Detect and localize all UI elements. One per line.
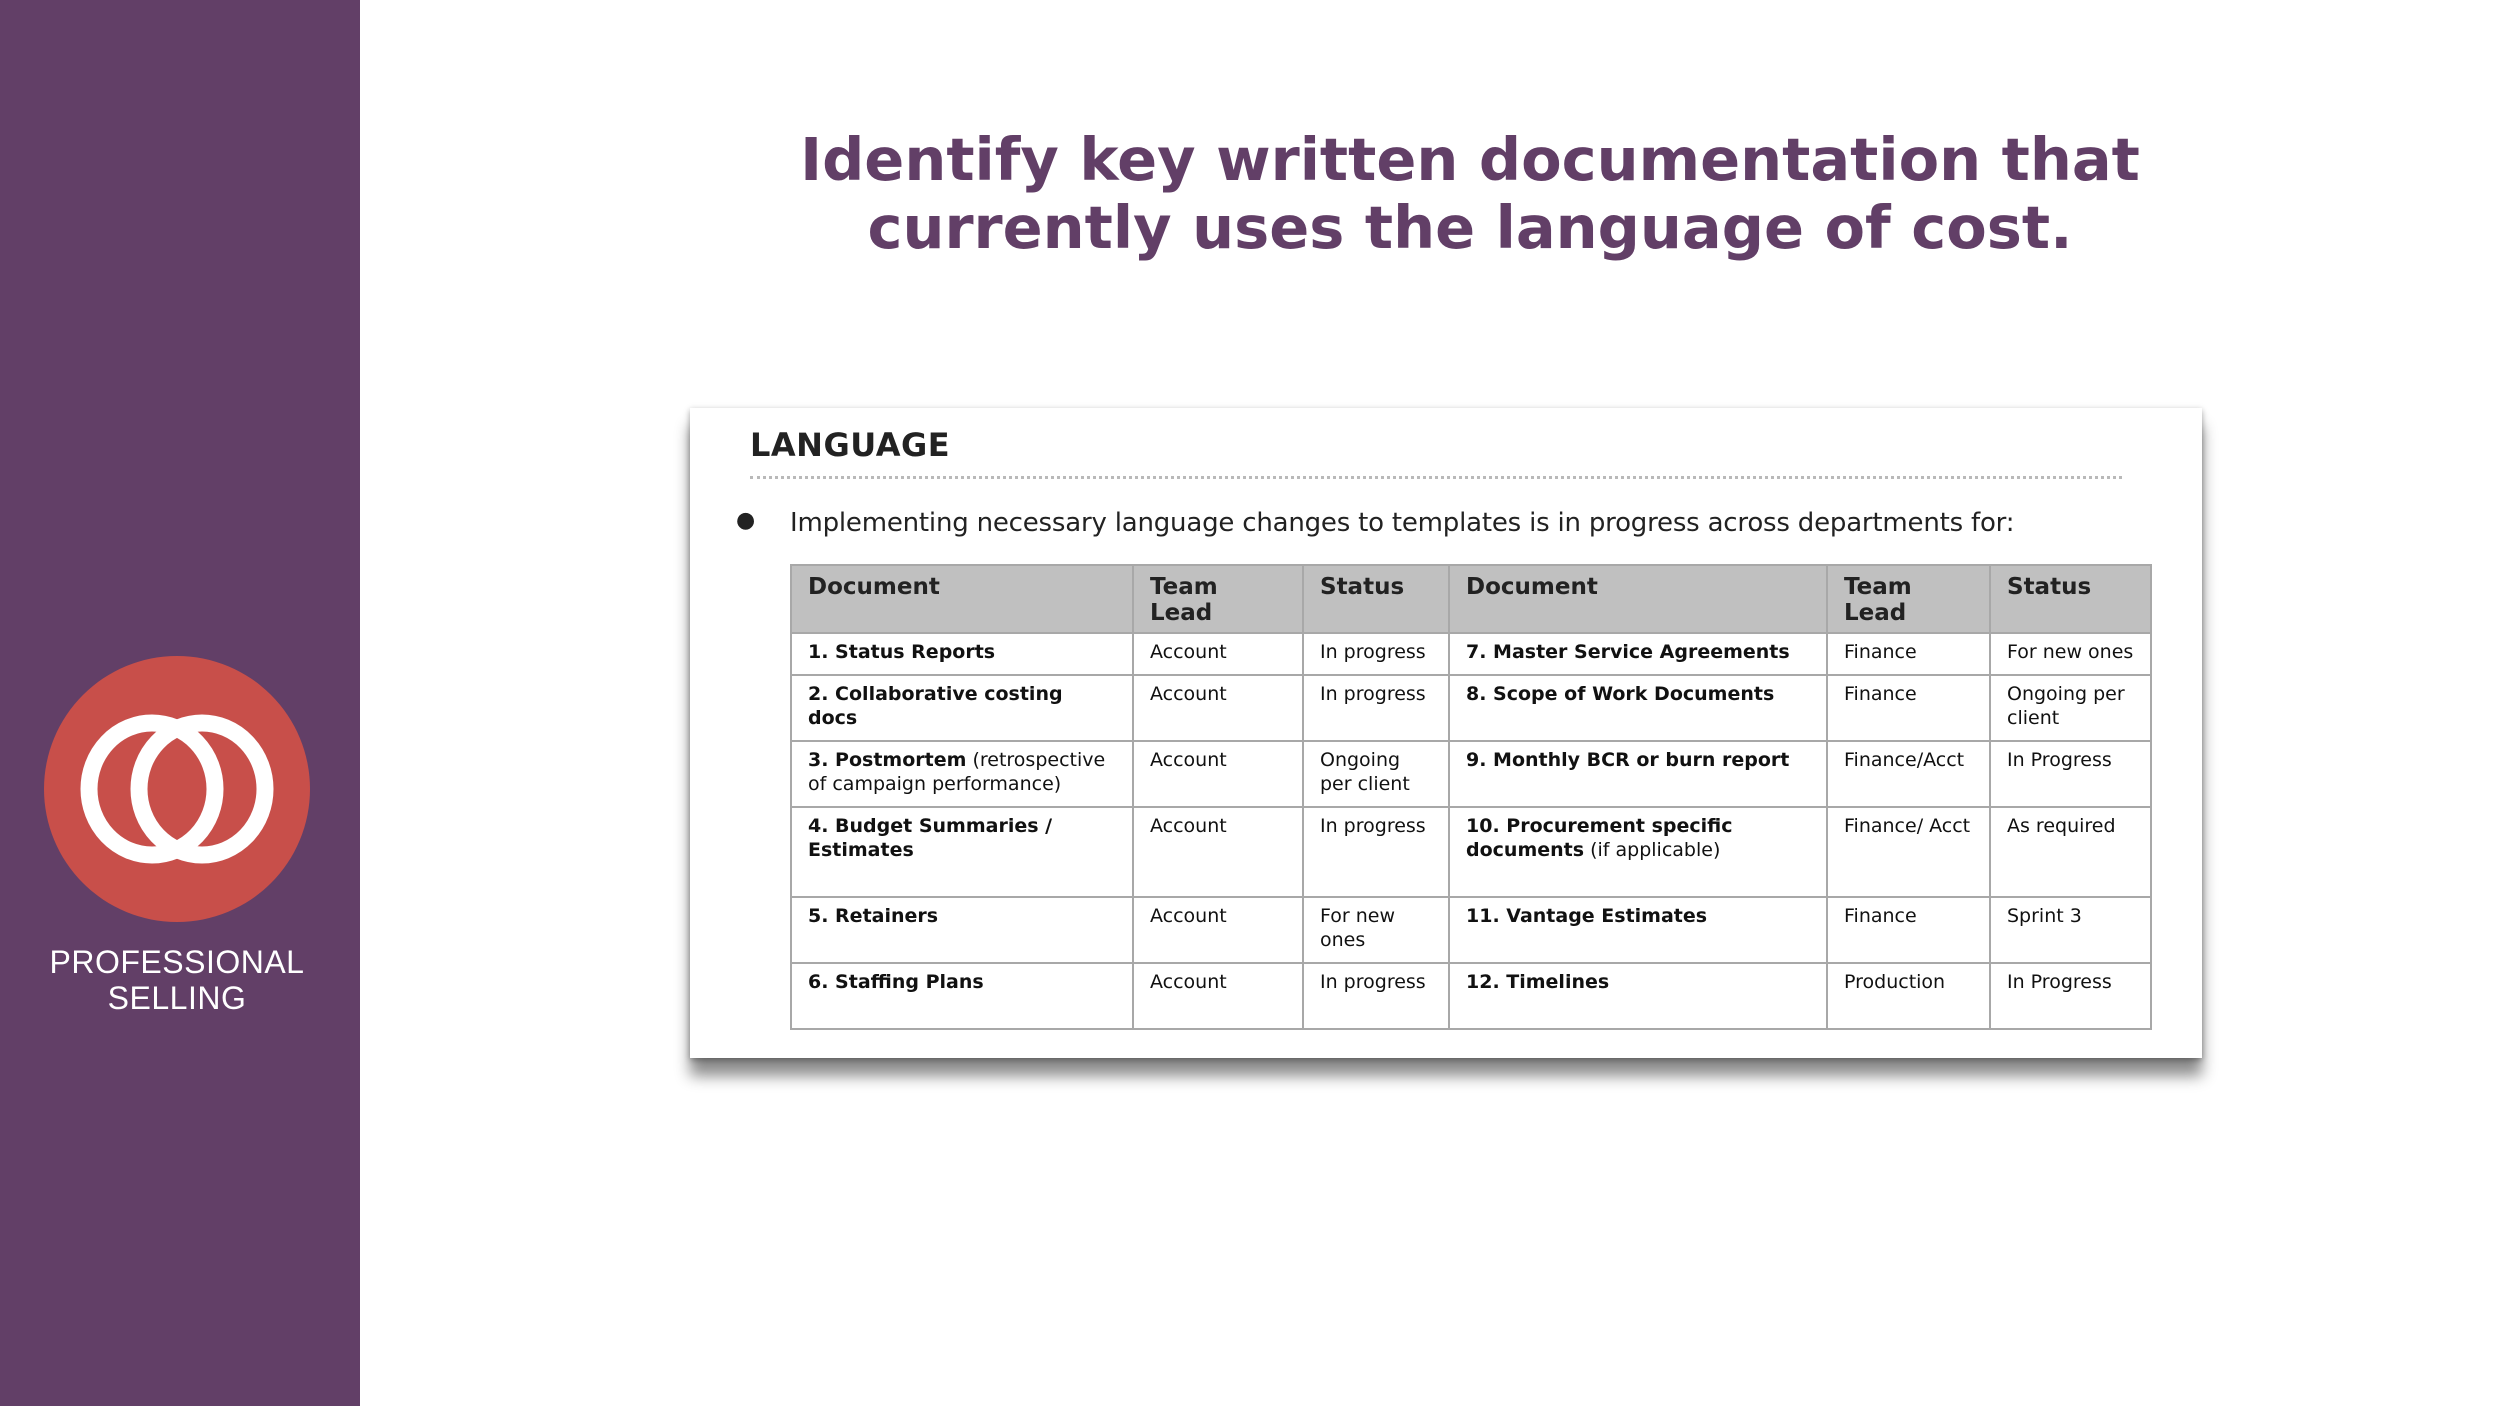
documents-table: [790, 564, 2152, 1030]
team-lead-cell: Production: [1827, 963, 1990, 1029]
document-cell: [1449, 741, 1827, 807]
dotted-divider: [750, 476, 2122, 479]
table-row: [791, 897, 2151, 963]
document-cell: [791, 741, 1133, 807]
team-lead-cell: Account: [1133, 897, 1303, 963]
header-document: Document: [791, 565, 1133, 633]
team-lead-cell: Account: [1133, 633, 1303, 675]
document-cell: [1449, 675, 1827, 741]
document-cell: [791, 897, 1133, 963]
document-title: 3. Postmortem: [808, 749, 967, 771]
team-lead-cell: Finance: [1827, 897, 1990, 963]
document-title: 11. Vantage Estimates: [1466, 905, 1708, 927]
document-cell: [1449, 633, 1827, 675]
document-title: 7. Master Service Agreements: [1466, 641, 1790, 663]
team-lead-cell: Finance/ Acct: [1827, 807, 1990, 897]
document-note: (retrospective of campaign performance): [808, 749, 1106, 795]
header-team-lead: Team Lead: [1133, 565, 1303, 633]
slide-title-line-1: Identify key written documentation that: [800, 125, 2140, 194]
section-heading: LANGUAGE: [750, 426, 951, 464]
status-cell: In progress: [1303, 807, 1449, 897]
table-row: [791, 807, 2151, 897]
status-cell: In progress: [1303, 633, 1449, 675]
document-cell: [791, 963, 1133, 1029]
document-title: 4. Budget Summaries / Estimates: [808, 815, 1053, 861]
team-lead-cell: Finance: [1827, 675, 1990, 741]
header-team-lead-2: Team Lead: [1827, 565, 1990, 633]
bullet-text: Implementing necessary language changes to templates is in progress across departments for:: [790, 508, 2015, 538]
status-cell: In progress: [1303, 963, 1449, 1029]
document-title: 2. Collaborative costing docs: [808, 683, 1063, 729]
table-row: [791, 741, 2151, 807]
status-cell: Sprint 3: [1990, 897, 2151, 963]
status-cell: Ongoing per client: [1303, 741, 1449, 807]
status-cell: In Progress: [1990, 963, 2151, 1029]
document-cell: [791, 633, 1133, 675]
team-lead-cell: Account: [1133, 807, 1303, 897]
document-title: 12. Timelines: [1466, 971, 1610, 993]
brand-line-1: PROFESSIONAL: [49, 944, 305, 980]
document-title: 10. Procurement specific documents: [1466, 815, 1733, 861]
document-note: (if applicable): [1584, 839, 1721, 861]
team-lead-cell: Finance/Acct: [1827, 741, 1990, 807]
document-title: 5. Retainers: [808, 905, 939, 927]
header-status: Status: [1303, 565, 1449, 633]
team-lead-cell: Finance: [1827, 633, 1990, 675]
brand-line-2: SELLING: [107, 980, 247, 1016]
status-cell: For new ones: [1303, 897, 1449, 963]
brand-name: [0, 944, 354, 1016]
table-row: [791, 633, 2151, 675]
document-cell: [791, 675, 1133, 741]
team-lead-cell: Account: [1133, 741, 1303, 807]
interlocking-rings-logo-icon: [44, 656, 310, 922]
document-title: 6. Staffing Plans: [808, 971, 984, 993]
document-title: 9. Monthly BCR or burn report: [1466, 749, 1790, 771]
sidebar: [0, 0, 360, 1406]
document-cell: [1449, 963, 1827, 1029]
document-cell: [791, 807, 1133, 897]
status-cell: In Progress: [1990, 741, 2151, 807]
status-cell: In progress: [1303, 675, 1449, 741]
team-lead-cell: Account: [1133, 675, 1303, 741]
document-title: 8. Scope of Work Documents: [1466, 683, 1775, 705]
table-row: [791, 675, 2151, 741]
team-lead-cell: Account: [1133, 963, 1303, 1029]
status-cell: Ongoing per client: [1990, 675, 2151, 741]
header-document-2: Document: [1449, 565, 1827, 633]
slide-title-line-2: currently uses the language of cost.: [867, 193, 2073, 262]
status-cell: As required: [1990, 807, 2151, 897]
document-cell: [1449, 807, 1827, 897]
document-title: 1. Status Reports: [808, 641, 996, 663]
table-row: [791, 963, 2151, 1029]
logo: [44, 656, 310, 922]
language-card: [690, 408, 2202, 1058]
bullet-icon: ●: [736, 508, 756, 533]
document-cell: [1449, 897, 1827, 963]
status-cell: For new ones: [1990, 633, 2151, 675]
header-status-2: Status: [1990, 565, 2151, 633]
slide-title: [620, 126, 2320, 262]
table-header-row: [791, 565, 2151, 633]
